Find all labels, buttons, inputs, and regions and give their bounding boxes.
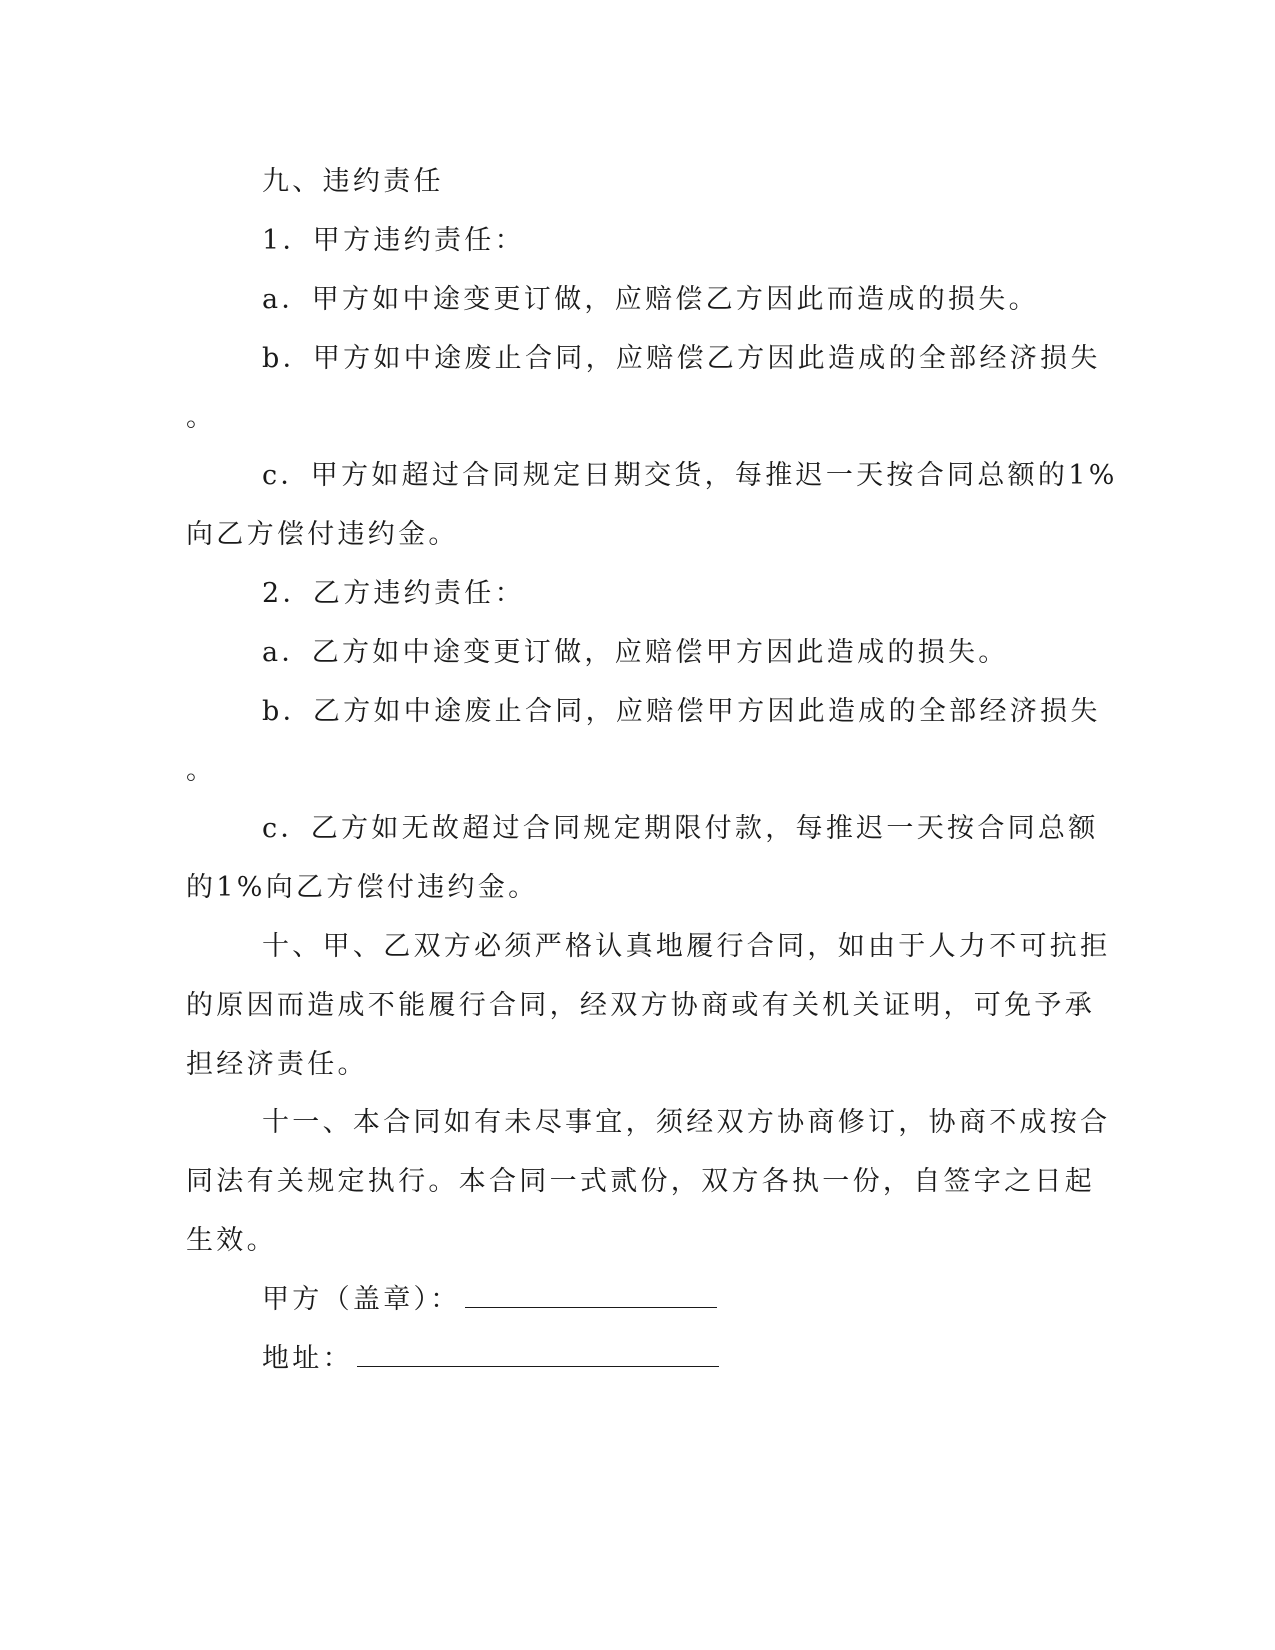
party-a-seal-label: 甲方（盖章）：	[262, 1284, 461, 1315]
party-a-seal-signature-line[interactable]	[465, 1281, 717, 1308]
section-10-line1: 十、甲、乙双方必须严格认真地履行合同，如由于人力不可抗拒	[262, 931, 1111, 962]
party-b-clause-c-line2: 的1%向乙方偿付违约金。	[186, 872, 539, 903]
party-b-clause-c-line1: c．乙方如无故超过合同规定期限付款，每推迟一天按合同总额	[262, 813, 1099, 844]
party-a-clause-b-line1: b．甲方如中途废止合同，应赔偿乙方因此造成的全部经济损失	[262, 343, 1101, 374]
address-row	[262, 1339, 719, 1379]
section-10-line2: 的原因而造成不能履行合同，经双方协商或有关机关证明，可免予承	[186, 990, 1095, 1021]
party-a-clause-b-line2: 。	[186, 402, 217, 433]
party-b-clause-b-line1: b．乙方如中途废止合同，应赔偿甲方因此造成的全部经济损失	[262, 696, 1101, 727]
party-a-liability-heading: 1．甲方违约责任：	[262, 225, 525, 256]
party-a-clause-c-line1: c．甲方如超过合同规定日期交货，每推迟一天按合同总额的1%	[262, 460, 1118, 491]
party-a-seal-row	[262, 1280, 717, 1320]
party-a-clause-c-line2: 向乙方偿付违约金。	[186, 519, 459, 550]
section-11-line3: 生效。	[186, 1225, 277, 1256]
section-10-line3: 担经济责任。	[186, 1049, 368, 1080]
section-9-heading: 九、违约责任	[262, 166, 444, 197]
section-11-line2: 同法有关规定执行。本合同一式贰份，双方各执一份，自签字之日起	[186, 1166, 1095, 1197]
party-b-clause-a: a．乙方如中途变更订做，应赔偿甲方因此造成的损失。	[262, 637, 1009, 668]
section-11-line1: 十一、本合同如有未尽事宜，须经双方协商修订，协商不成按合	[262, 1107, 1111, 1138]
party-b-liability-heading: 2．乙方违约责任：	[262, 578, 525, 609]
address-fill-line[interactable]	[357, 1340, 719, 1367]
party-b-clause-b-line2: 。	[186, 755, 217, 786]
party-a-clause-a: a．甲方如中途变更订做，应赔偿乙方因此而造成的损失。	[262, 284, 1039, 315]
address-label: 地址：	[262, 1343, 353, 1374]
